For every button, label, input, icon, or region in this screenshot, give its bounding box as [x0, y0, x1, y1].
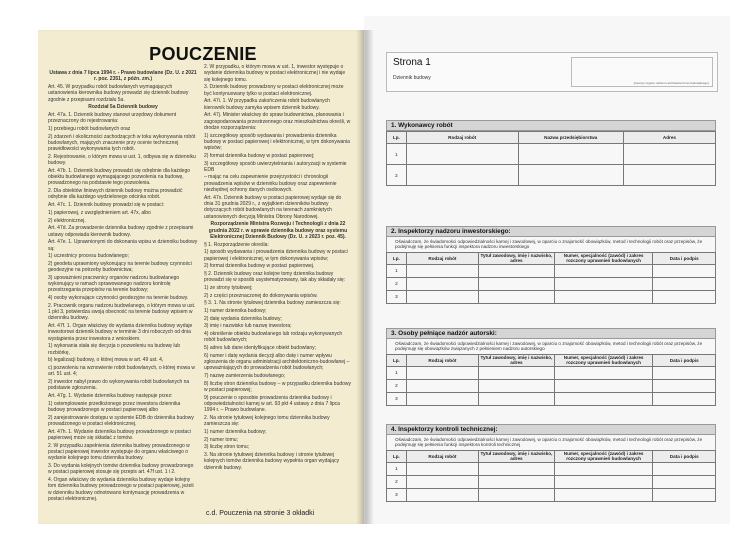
entry-cell[interactable] — [406, 392, 478, 405]
section-table — [386, 450, 716, 502]
paragraph: – mając na celu zapewnienie przejrzystości i chronologii prowadzenia wpisów w dzienniku budowy oraz zapewnienie niezbędnej ochrony danych osobowych. — [204, 174, 337, 194]
left-page — [38, 30, 364, 524]
paragraph: 1) numer dziennika budowy; — [204, 428, 267, 435]
entry-cell[interactable] — [406, 475, 478, 488]
paragraph: 2. Rejestrowanie, o którym mowa w ust. 1, odbywa się w dzienniku budowy. — [48, 153, 196, 167]
column-header: Data i podpis — [653, 450, 716, 462]
table-row — [387, 379, 716, 392]
entry-cell[interactable] — [653, 264, 716, 277]
entry-cell[interactable] — [479, 379, 555, 392]
section-2 — [386, 226, 716, 304]
left-column-2 — [204, 64, 352, 472]
paragraph: § 1. Rozporządzenie określa: — [204, 241, 269, 248]
row-number: 1 — [387, 144, 407, 165]
column-header: Rodzaj robót — [406, 450, 478, 462]
paragraph: Art. 47c. 1. Dziennik budowy prowadzi się w postaci: — [48, 202, 165, 209]
paragraph: 1) ostemplowanie przedłożonego przez inwestora dziennika budowy prowadzonego w postaci papierowej albo — [48, 400, 181, 414]
paragraph: Art. 47i. 1. W przypadku zakończenia robót budowlanych kierownik budowy zamyka wpisem dziennik budowy. — [204, 98, 330, 111]
row-number: 1 — [387, 264, 407, 277]
paragraph: 2) format dziennika budowy w postaci papierowej; — [204, 152, 315, 159]
paragraph: 3. Dziennik budowy prowadzony w postaci elektronicznej może być kontynuowany tylko w postaci elektronicznej. — [204, 84, 344, 97]
entry-cell[interactable] — [653, 366, 716, 379]
section-table — [386, 252, 716, 304]
table-row — [387, 475, 716, 488]
section-heading: 1. Wykonawcy robót — [386, 120, 716, 131]
paragraph: § 3. 1. Na stronie tytułowej dziennika budowy zamieszcza się: — [204, 300, 341, 307]
table-row — [387, 290, 716, 303]
column-header: Data i podpis — [653, 252, 716, 264]
entry-cell[interactable] — [406, 488, 478, 501]
row-number: 1 — [387, 366, 407, 379]
paragraph: Rozdział 5a Dziennik budowy — [88, 104, 158, 111]
right-page — [364, 16, 730, 524]
continuation-note: c.d. Pouczenia na stronie 3 okładki — [206, 510, 315, 517]
row-number: 3 — [387, 488, 407, 501]
paragraph: 2) zarejestrowanie dostępu w systemie EDB do dziennika budowy prowadzonego w postaci elektronicznej. — [48, 414, 194, 427]
entry-cell[interactable] — [554, 488, 653, 501]
entry-cell[interactable] — [406, 277, 478, 290]
paragraph: c) pozwoleniu na wznowienie robót budowlanych, o której mowa w art. 51 ust. 4; — [48, 365, 196, 378]
section-heading: 2. Inspektorzy nadzoru inwestorskiego: — [386, 226, 716, 237]
paragraph: 3) imię i nazwisko lub nazwę inwestora; — [204, 323, 292, 330]
column-header: Lp. — [387, 450, 407, 462]
paragraph: 3) liczbę stron tomu; — [204, 444, 250, 451]
row-number: 2 — [387, 165, 407, 186]
entry-cell[interactable] — [554, 264, 653, 277]
paragraph: 9) pouczenie o sposobie prowadzenia dziennika budowy i odpowiedzialności karnej w art. 93 pkt 4 ustawy z dnia 7 lipca 1994 r. – Prawo budowlane. — [204, 394, 340, 414]
paragraph: 3. Do wydania kolejnych tomów dziennika budowy prowadzonego w postaci papierowej stosuje się przepis art. 47f ust. 1 i 2. — [48, 462, 194, 476]
entry-cell[interactable] — [518, 144, 623, 165]
entry-cell[interactable] — [479, 392, 555, 405]
paragraph: 1) numer dziennika budowy; — [204, 308, 267, 315]
entry-cell[interactable] — [554, 277, 653, 290]
entry-cell[interactable] — [406, 290, 478, 303]
table-row — [387, 264, 716, 277]
paragraph: Art. 45. W przypadku robót budowlanych wymagających ustanowienia kierownika budowy prowadzi się dziennik budowy zgodnie z przepisami rozdziału 5a. — [48, 83, 189, 103]
table-row — [387, 277, 716, 290]
declaration-text: Oświadczam, że świadomości odpowiedzialności karnej i zawodowej, w oparciu o znajomość obowiązków, metod i technologii robót oraz przepisów, że podejmuję się pełnienia funkcji inspektora kontroli technicznej — [386, 435, 716, 450]
table-row — [387, 488, 716, 501]
section-heading: 4. Inspektorzy kontroli technicznej: — [386, 424, 716, 435]
entry-cell[interactable] — [479, 277, 555, 290]
entry-cell[interactable] — [623, 144, 715, 165]
paragraph: Art. 47x. Dziennik budowy w postaci papierowej wydaje się do dnia 31 grudnia 2029 r., z wyjątkiem dzienników budowy dotyczących robót budowlanych na terenach zamkniętych ustanowionych decyzją Ministra Obrony Narodowej. — [204, 194, 342, 220]
column-header: Lp. — [387, 354, 407, 366]
declaration-text: Oświadczam, że świadomości odpowiedzialności karnej i zawodowej, w oparciu o znajomość obowiązków, metod i technologii robót oraz przepisów, że podejmuję się obowiązków związanych z pełnieniem nadzoru autorskiego — [386, 339, 716, 354]
entry-cell[interactable] — [653, 379, 716, 392]
entry-cell[interactable] — [479, 290, 555, 303]
column-header: Lp. — [387, 252, 407, 264]
open-booklet — [38, 8, 728, 528]
paragraph: 2) geodeta uprawniony wykonujący na terenie budowy czynności geodezyjne na potrzeby budownictwa; — [48, 260, 192, 274]
paragraph: Rozporządzenie Ministra Rozwoju i Technologii z dnia 22 grudnia 2022 r. w sprawie dziennika budowy oraz systemu Elektronicznej Dziennik Budowy (Dz. U. z 2023 r. poz. 45). — [208, 221, 348, 240]
section-1 — [386, 120, 716, 186]
entry-cell[interactable] — [623, 165, 715, 186]
table-row — [387, 392, 716, 405]
entry-cell[interactable] — [653, 462, 716, 475]
paragraph: 1) papierowej, z uwzględnieniem art. 47x, albo — [48, 209, 151, 216]
entry-cell[interactable] — [653, 277, 716, 290]
row-number: 2 — [387, 475, 407, 488]
column-header: Lp. — [387, 132, 407, 144]
section-3 — [386, 328, 716, 406]
column-header: Rodzaj robót — [406, 252, 478, 264]
table-row — [387, 144, 716, 165]
paragraph: Art. 47g. 1. Wydanie dziennika budowy następuje przez: — [48, 393, 173, 400]
paragraph: 2) numer tomu; — [204, 436, 238, 443]
paragraph: Art. 47b. 1. Dziennik budowy prowadzi się odrębnie dla każdego obiektu budowlanego wymagającego pozwolenia na budowę, prowadzonego na podstawie tego pozwolenia. — [48, 167, 191, 187]
table-header-row — [387, 252, 716, 264]
paragraph: 2. Na stronie tytułowej kolejnego tomu dziennika budowy zamieszcza się: — [204, 415, 330, 428]
paragraph: 1) wykonania stała się decyzja o pozwoleniu na budowę lub rozbiórkę, — [48, 343, 181, 356]
subtitle: Dziennik budowy — [393, 75, 431, 81]
column-header: Rodzaj robót — [406, 132, 518, 144]
paragraph: 8) liczbę stron dziennika budowy – w przypadku dziennika budowy w postaci papierowej; — [204, 380, 352, 394]
paragraph: 2) format dziennika budowy w postaci papierowej. — [204, 263, 315, 270]
paragraph: Art. 47j. Minister właściwy do spraw budownictwa, planowania i zagospodarowania przestrzennego oraz mieszkalnictwa określi, w drodze rozporządzenia: — [204, 112, 351, 131]
paragraph: 3) szczegółowy sposób uwierzytelniania i autoryzacji w systemie EDB — [204, 160, 347, 173]
paragraph: 1) uczestnicy procesu budowlanego; — [48, 253, 129, 260]
column-header: Tytuł zawodowy, imię i nazwisko, adres — [480, 253, 553, 264]
entry-cell[interactable] — [406, 462, 478, 475]
entry-cell[interactable] — [518, 165, 623, 186]
paragraph: 2) datę wydania dziennika budowy; — [204, 315, 282, 322]
entry-cell[interactable] — [406, 144, 518, 165]
row-number: 2 — [387, 379, 407, 392]
entry-cell[interactable] — [554, 462, 653, 475]
section-4 — [386, 424, 716, 502]
table-header-row — [387, 450, 716, 462]
column-header: Data i podpis — [653, 354, 716, 366]
column-header: Rodzaj robót — [406, 354, 478, 366]
table-row — [387, 165, 716, 186]
row-number: 2 — [387, 277, 407, 290]
paragraph: 3. Na stronie tytułowej dziennika budowy i stronie tytułowej kolejnych tomów dziennika budowy wypełnia organ wydający dziennik budowy. — [204, 452, 340, 471]
paragraph: 2) elektronicznej. — [48, 217, 86, 224]
declaration-text: Oświadczam, że świadomości odpowiedzialności karnej i zawodowej, w oparciu o znajomość obowiązków, metod i technologii robót oraz przepisów, że podejmuję się pełnienia funkcji inspektora nadzoru inwestorskiego — [386, 237, 716, 252]
table-row — [387, 366, 716, 379]
paragraph: 1) przebiegu robót budowlanych oraz — [48, 125, 131, 132]
column-header: Adres — [623, 132, 715, 144]
stamp-caption: (pieczęć organu nadzoru architektoniczno-budowlanego) — [633, 81, 709, 85]
column-header: Numer, specjalność (zawód) i zakres rozczony uprawnień budowlanych — [554, 252, 653, 264]
page-title: POUCZENIE — [149, 44, 257, 64]
paragraph: 7) nazwę zamierzenia budowlanego; — [204, 373, 286, 380]
paragraph: 6) numer i datę wydania decyzji albo datę i numer wpływu zgłoszenia do organu administracji architektoniczno-budowlanej – upoważniających do prowadzenia robót budowlanych; — [204, 352, 350, 372]
book-gutter — [356, 30, 374, 524]
entry-cell[interactable] — [479, 475, 555, 488]
paragraph: 1) sposób wydawania i prowadzenia dziennika budowy w postaci papierowej i elektronicznej, w tym dokonywania wpisów; — [204, 249, 348, 262]
entry-cell[interactable] — [653, 475, 716, 488]
entry-cell[interactable] — [554, 379, 653, 392]
paragraph: 2) zdarzeń i okoliczności zachodzących w toku wykonywania robót budowlanych, mających znaczenie przy ocenie technicznej prawidłowości wykonywania tych robót. — [48, 133, 196, 153]
title-block — [386, 52, 718, 92]
paragraph: 2. Dla obiektów liniowych dziennik budowy można prowadzić odrębnie dla każdego wydzielonego odcinka robót. — [48, 188, 183, 201]
entry-cell[interactable] — [479, 462, 555, 475]
entry-cell[interactable] — [479, 488, 555, 501]
column-header: Numer, specjalność (zawód) i zakres rozczony uprawnień budowlanych — [554, 354, 653, 366]
entry-cell[interactable] — [554, 392, 653, 405]
paragraph: 2) z części przeznaczonej do dokonywania wpisów. — [204, 292, 318, 299]
paragraph: Art. 47d. Za prowadzenie dziennika budowy zgodnie z przepisami ustawy odpowiada kierownik budowy. — [48, 225, 194, 238]
paragraph: 2) inwestor nabył prawo do wykonywania robót budowlanych na podstawie zgłoszenia. — [48, 379, 190, 392]
table-header-row — [387, 132, 716, 144]
paragraph: 2. W przypadku zapełnienia dziennika budowy prowadzonego w postaci papierowej inwestor występuje do organu właściwego o wydanie kolejnego tomu dziennika budowy. — [48, 442, 190, 462]
row-number: 1 — [387, 462, 407, 475]
paragraph: 4) określenie obiektu budowlanego lub rodzaju wykonywanych robót budowlanych; — [204, 331, 343, 344]
section-heading: 3. Osoby pełniące nadzór autorski: — [386, 328, 716, 339]
table-row — [387, 462, 716, 475]
row-number: 3 — [387, 392, 407, 405]
section-table — [386, 131, 716, 186]
column-header: Numer, specjalność (zawód) i zakres rozczony uprawnień budowlanych — [554, 450, 653, 462]
page-number-label: Strona 1 — [393, 57, 431, 68]
column-header: Tytuł zawodowy, imię i nazwisko, adres — [480, 355, 553, 366]
paragraph: 2. W przypadku, o którym mowa w ust. 1, inwestor występuje o wydanie dziennika budowy w postaci elektronicznej i nie wydaje się kolejnego tomu. — [204, 64, 346, 83]
table-header-row — [387, 354, 716, 366]
entry-cell[interactable] — [406, 264, 478, 277]
paragraph: 5) adres lub dane identyfikujące obiekt budowlany; — [204, 345, 317, 352]
section-table — [386, 354, 716, 406]
entry-cell[interactable] — [653, 392, 716, 405]
column-header: Tytuł zawodowy, imię i nazwisko, adres — [480, 451, 553, 462]
entry-cell[interactable] — [653, 488, 716, 501]
paragraph: 1) ze strony tytułowej; — [204, 284, 253, 291]
entry-cell[interactable] — [479, 264, 555, 277]
paragraph: 1) szczegółowy sposób wydawania i prowadzenia dziennika budowy w postaci papierowej i elektronicznej, w tym dokonywania wpisów; — [204, 132, 350, 152]
paragraph: 3) upoważnieni pracownicy organów nadzoru budowlanego wykonujący w ramach sprawowanego nadzoru kontrolę przestrzegania przepisów na terenie budowy; — [48, 274, 180, 294]
paragraph: b) legalizacji budowy, o której mowa w art. 49 ust. 4, — [48, 357, 164, 364]
entry-cell[interactable] — [479, 366, 555, 379]
paragraph: Art. 47e. 1. Uprawnionymi do dokonania wpisu w dzienniku budowy są: — [48, 239, 198, 252]
entry-cell[interactable] — [406, 379, 478, 392]
paragraph: Ustawa z dnia 7 lipca 1994 r. - Prawo budowlane (Dz. U. z 2021 r. poz. 2351, z późn. zm.) — [49, 70, 197, 83]
paragraph: § 2. Dziennik budowy oraz kolejne tomy dziennika budowy prowadzi się w sposób usystematyzowany, tak aby składały się: — [204, 270, 346, 284]
paragraph: Art. 47f. 1. Organ właściwy do wydania dziennika budowy wydaje inwestorowi dziennik budowy w terminie 3 dni roboczych od dnia wystąpienia przez inwestora z wnioskiem. — [48, 323, 193, 342]
entry-cell[interactable] — [554, 475, 653, 488]
entry-cell[interactable] — [653, 290, 716, 303]
row-number: 3 — [387, 290, 407, 303]
entry-cell[interactable] — [554, 366, 653, 379]
entry-cell[interactable] — [406, 366, 478, 379]
paragraph: 4) osoby wykonujące czynności geodezyjne na terenie budowy. — [48, 295, 189, 302]
paragraph: 2. Pracownik organu nadzoru budowlanego, o którym mowa w ust. 1 pkt 3, potwierdza swoją obecność na terenie budowy wpisem w dzienniku budowy. — [48, 302, 196, 322]
entry-cell[interactable] — [554, 290, 653, 303]
entry-cell[interactable] — [406, 165, 518, 186]
left-column-1 — [48, 70, 198, 504]
paragraph: Art. 47h. 1. Wydanie dziennika budowy prowadzonego w postaci papierowej może się składać z tomów. — [48, 428, 191, 441]
paragraph: 4. Organ właściwy do wydania dziennika budowy wydaje kolejny tom dziennika budowy prowadzonego w postaci papierowej, jeżeli w dzienniku budowy odnotowano kontynuację prowadzenia w postaci elektronicznej. — [48, 476, 194, 502]
paragraph: Art. 47a. 1. Dziennik budowy stanowi urzędowy dokument przeznaczony do rejestrowania: — [48, 111, 177, 125]
column-header: Nazwa przedsiębiorstwa — [518, 132, 623, 144]
